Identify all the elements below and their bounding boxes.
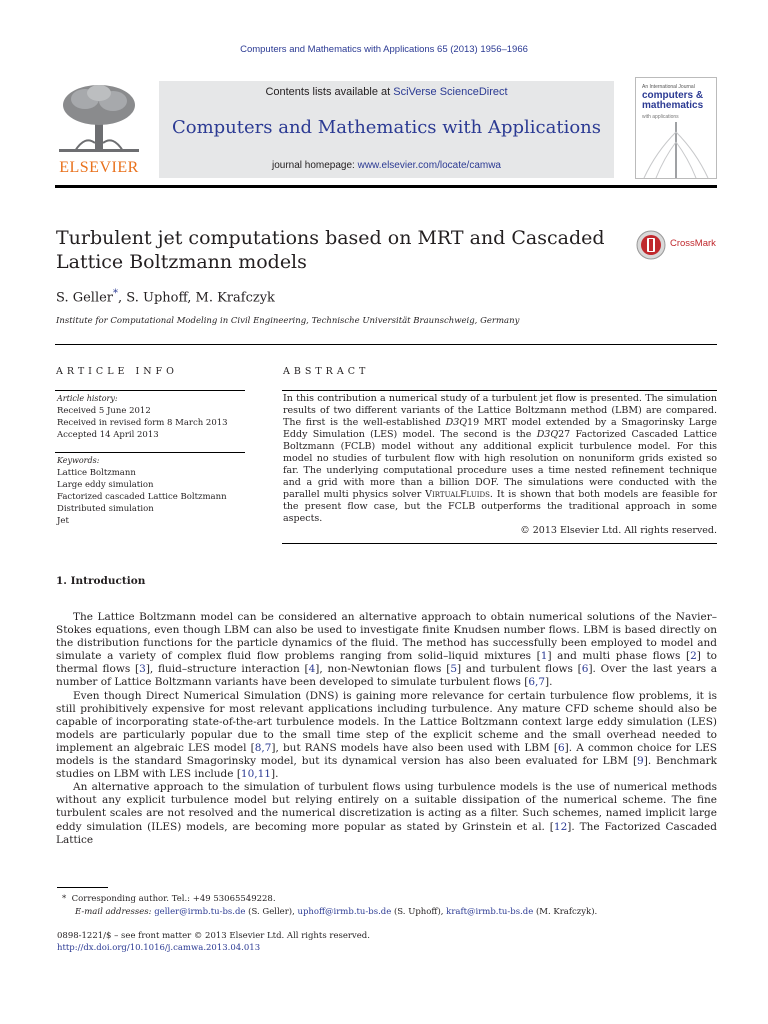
- keyword: Large eddy simulation: [57, 480, 154, 490]
- cover-line-3: with applications: [642, 114, 679, 120]
- cover-line-2: computers & mathematics: [642, 90, 704, 111]
- article-info-heading: ARTICLE INFO: [56, 366, 178, 377]
- article-history: [57, 405, 228, 441]
- contents-prefix: Contents lists available at: [265, 86, 394, 98]
- crossmark-badge[interactable]: [636, 230, 721, 260]
- citation-link[interactable]: 1: [540, 650, 548, 663]
- citation-link[interactable]: 6,7: [528, 676, 546, 689]
- journal-title: Computers and Mathematics with Applications: [171, 117, 602, 138]
- keyword: Jet: [57, 516, 69, 526]
- history-entry: Received 5 June 2012: [57, 406, 151, 416]
- article-history-heading: Article history:: [57, 394, 118, 403]
- email-footnote: [75, 907, 597, 917]
- citation-link[interactable]: 2: [690, 650, 697, 663]
- keyword: Lattice Boltzmann: [57, 468, 136, 478]
- keywords-heading: Keywords:: [57, 456, 100, 465]
- abstract-copyright: © 2013 Elsevier Ltd. All rights reserved.: [520, 525, 717, 536]
- article-title: Turbulent jet computations based on MRT and Cascaded Lattice Boltzmann models: [56, 227, 605, 273]
- citation-link[interactable]: 4: [308, 663, 316, 676]
- citation-link[interactable]: 8,7: [254, 741, 272, 754]
- abstract-bottom-divider: [282, 543, 717, 544]
- footnote-divider: [57, 887, 108, 888]
- article-info-divider: [55, 390, 245, 391]
- paragraph: The Lattice Boltzmann model can be considered an alternative approach to obtain numerical solutions of the Navier–Stokes equations, even though LBM can also be used to investigate finite Knudsen number flows. LBM is based directly on the distribution functions for the particle dynamics of the fluid. The method has successfully been employed to model and simulate a variety of complex fluid flow problems ranging from solid–liquid mixtures [1] and multi phase flows [2] to thermal flows [3], fluid–structure interaction [4], non-Newtonian flows [5] and turbulent flows [6]. Over the last years a number of Lattice Boltzmann variants have been developed to simulate turbulent flows [6,7].: [56, 611, 718, 689]
- citation-link[interactable]: 6: [581, 663, 589, 676]
- abstract-divider: [282, 390, 717, 391]
- citation-link[interactable]: 9: [637, 755, 644, 768]
- model-name: D3Q: [445, 417, 468, 428]
- homepage-line: [159, 160, 614, 171]
- cover-line-1: An International Journal: [642, 84, 695, 90]
- keywords-divider: [55, 452, 245, 453]
- solver-name: VirtualFluids: [425, 489, 490, 500]
- crossmark-label: CrossMark: [670, 238, 716, 249]
- history-entry: Received in revised form 8 March 2013: [57, 418, 228, 428]
- header-divider: [55, 185, 717, 188]
- journal-citation-link[interactable]: Computers and Mathematics with Applications 65 (2013) 1956–1966: [240, 44, 528, 55]
- paragraph: Even though Direct Numerical Simulation (DNS) is gaining more relevance for certain turbulence flow problems, it is still prohibitively expensive for most relevant applications including turbulence. Any mature CFD scheme should also be capable of incorporating state-of-the-art turbulence models. In the Lattice Boltzmann context large eddy simulation (LES) models are particularly popular due to the small time step of the explicit scheme and the small overhead needed to implement an algebraic LES model [8,7], but RANS models have also been used with LBM [6]. A common choice for LES models is the standard Smagorinsky model, but its dynamical version has also been evaluated for LBM [9]. Benchmark studies on LBM with LES include [10,11].: [56, 689, 717, 781]
- doi-link[interactable]: http://dx.doi.org/10.1016/j.camwa.2013.04.013: [57, 943, 261, 953]
- section-heading: 1. Introduction: [56, 575, 146, 587]
- author-name: S. Geller: [56, 290, 114, 306]
- homepage-prefix: journal homepage:: [271, 160, 358, 171]
- abstract-heading: ABSTRACT: [283, 366, 370, 377]
- abstract-segment: 19 MRT model extended by a Smagorinsky Large Eddy Simulation (LES) model. The second is the: [283, 417, 718, 440]
- contents-line: [159, 86, 614, 98]
- crossmark-icon: [636, 230, 666, 260]
- journal-cover-thumbnail[interactable]: [635, 77, 717, 179]
- email-link[interactable]: kraft@irmb.tu-bs.de: [446, 907, 534, 917]
- abstract-segment: . It is shown that both models are feasible for the present flow case, but the FCLB outperforms the traditional approach in some aspects.: [283, 489, 717, 524]
- history-entry: Accepted 14 April 2013: [57, 430, 159, 440]
- elsevier-tree-icon: [55, 83, 143, 153]
- model-name: D3Q: [536, 429, 559, 440]
- citation-link[interactable]: 6: [557, 741, 565, 754]
- email-owner: (S. Geller),: [245, 907, 298, 917]
- corresponding-author-text: Corresponding author. Tel.: +49 53065549228.: [71, 894, 276, 904]
- author-list: [56, 288, 275, 305]
- front-matter-notice: 0898-1221/$ – see front matter © 2013 Elsevier Ltd. All rights reserved.: [57, 931, 370, 941]
- corresponding-author-footnote: [62, 894, 276, 904]
- email-label: E-mail addresses:: [75, 907, 152, 917]
- keyword: Distributed simulation: [57, 504, 154, 514]
- citation-link[interactable]: 3: [139, 663, 146, 676]
- abstract-text: [283, 393, 717, 525]
- corresponding-author-marker[interactable]: *: [113, 288, 119, 299]
- email-link[interactable]: geller@irmb.tu-bs.de: [154, 907, 246, 917]
- cover-graphic-icon: [636, 122, 716, 178]
- paragraph: An alternative approach to the simulation of turbulent flows using turbulence models is the use of numerical methods without any explicit turbulence model but relying entirely on a suitable dissipation of the numerical scheme. The fine turbulent scales are not resolved and the numerical discretization is acting as a filter. Such schemes, named implicit large eddy simulation (ILES) models, are becoming more popular as stated by Grinstein et al. [12]. The Factorized Cascaded Lattice: [56, 781, 717, 846]
- abstract-segment: 27 Factorized Cascaded Lattice Boltzmann (FCLB) model without any additional explicit turbulence model. For this model no studies of turbulent flow with high resolution on nonuniform grids existed so far. The underlying computational procedure uses a time nested refinement technique and a grid with more than a billion DOF. The simulations were conducted with the parallel multi physics solver: [283, 429, 717, 500]
- email-link[interactable]: uphoff@irmb.tu-bs.de: [297, 907, 392, 917]
- introduction-body: [56, 611, 717, 847]
- keywords-list: [57, 467, 227, 527]
- affiliation: Institute for Computational Modeling in Civil Engineering, Technische Universität Braunschweig, Germany: [56, 316, 520, 326]
- citation-link[interactable]: 12: [553, 820, 568, 833]
- email-owner: (S. Uphoff),: [391, 907, 447, 917]
- elsevier-logo: [55, 83, 143, 178]
- citation-link[interactable]: 5: [450, 663, 457, 676]
- keyword: Factorized cascaded Lattice Boltzmann: [57, 492, 227, 502]
- journal-homepage-link[interactable]: www.elsevier.com/locate/camwa: [357, 160, 501, 171]
- title-divider: [55, 344, 717, 345]
- journal-banner: [159, 81, 614, 178]
- footnote-star: *: [62, 894, 67, 904]
- abstract-segment: In this contribution a numerical study of a turbulent jet flow is presented. The simulation results of two different variants of the Lattice Boltzmann method (LBM) are compared. The first is the well-established: [283, 393, 717, 428]
- citation-link[interactable]: 10,11: [240, 768, 271, 781]
- elsevier-wordmark: ELSEVIER: [59, 159, 139, 176]
- author-names-rest: , S. Uphoff, M. Krafczyk: [118, 290, 275, 306]
- email-owner: (M. Krafczyk).: [533, 907, 598, 917]
- sciencedirect-link[interactable]: SciVerse ScienceDirect: [393, 86, 508, 98]
